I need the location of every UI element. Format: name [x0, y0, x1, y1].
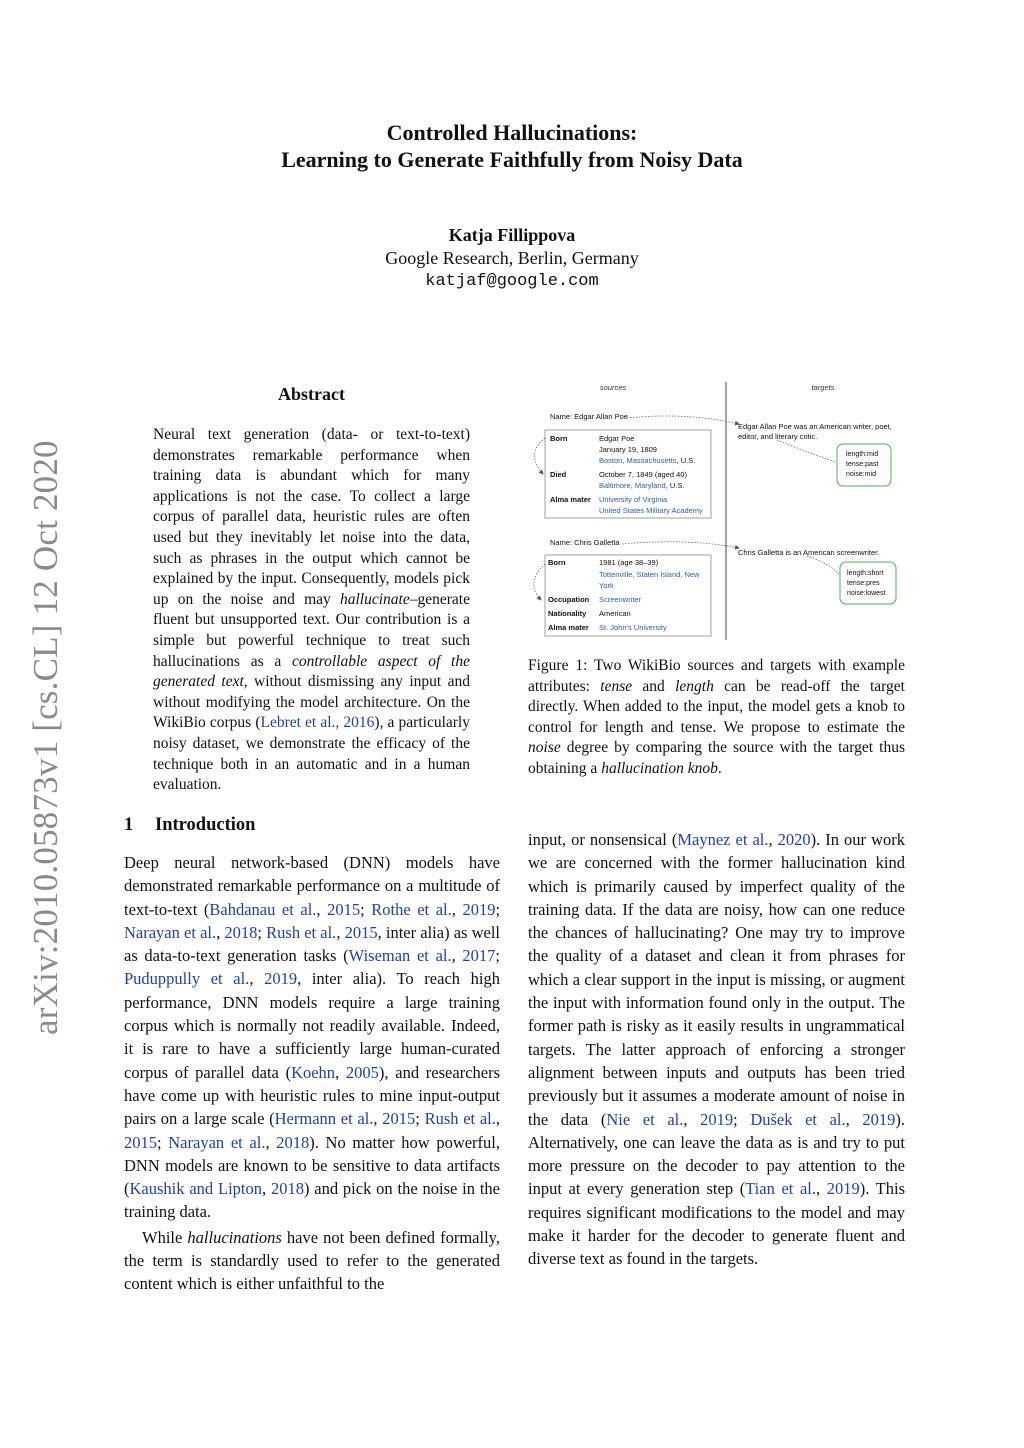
figure-targets-label: targets: [811, 383, 835, 392]
body-text: ,: [451, 946, 463, 966]
author-email[interactable]: katjaf@google.com: [425, 272, 599, 291]
citation-link[interactable]: 2018: [224, 922, 258, 942]
citation-link[interactable]: 2018: [270, 1179, 304, 1199]
body-emphasis: hallucinations: [187, 1227, 282, 1247]
ex2-target-line: Chris Galletta is an American screenwriter.: [738, 548, 880, 557]
body-text: ,: [249, 969, 265, 989]
citation-link[interactable]: 2019: [700, 1109, 734, 1129]
citation-link[interactable]: Wiseman et al.: [348, 946, 452, 966]
body-text: ,: [265, 1132, 277, 1152]
ex2-occupation-label: Occupation: [548, 595, 590, 604]
citation-link[interactable]: 2015: [344, 922, 378, 942]
ex1-alma-link[interactable]: University of Virginia: [599, 495, 668, 504]
body-text: ,: [845, 1109, 863, 1129]
ex1-born-line: [599, 456, 695, 465]
ex1-born-link[interactable]: Boston, Massachusetts: [599, 456, 677, 465]
body-text: Deep neural network-based (DNN) models have demonstrated remarkable performance on a multitude of text-to-text (: [124, 853, 500, 919]
ex1-died-line: [599, 481, 684, 490]
body-text: ,: [261, 1179, 271, 1199]
body-text: ,: [216, 922, 225, 942]
ex2-born-occupation-arrow: [534, 564, 545, 600]
ex2-born-link[interactable]: York: [599, 581, 614, 590]
section-title: Introduction: [155, 815, 256, 835]
citation-link[interactable]: 2019: [826, 1179, 860, 1199]
ex2-target-arrow: [807, 556, 839, 574]
ex1-born-rest: , U.S.: [676, 456, 696, 465]
ex2-attr: noise:lowest: [847, 590, 886, 597]
body-text: , inter alia). To reach high performance, DNN models require a large training corpus which is normally not readily available. Indeed, it is rare to have a sufficiently large human-curated corpus of parallel data (: [124, 969, 500, 1082]
abstract-text: , without dismissing any input and without modifying the model architecture. On the WikiBio corpus (: [153, 673, 470, 732]
citation-link[interactable]: Nie et al.: [606, 1109, 684, 1129]
citation-link[interactable]: 2017: [462, 946, 496, 966]
citation-link[interactable]: Narayan et al.: [124, 922, 217, 942]
ex2-born-label: Born: [548, 558, 566, 567]
author-affiliation: Google Research, Berlin, Germany: [385, 248, 639, 268]
body-text: ). In our work we are concerned with the former hallucination kind which is primarily caused by imperfect quality of the training data. If the data are noisy, how can one reduce the chances of hallucinating? One may try to improve the quality of a dataset and clean it from phrases for which a clear support in the input is missing, or augment the input with information found only in the output. The former path is risky as it easily results in ungrammatical targets. The latter approach of enforcing a stronger alignment between inputs and outputs has been tried previously but it assumes a moderate amount of noise in the data (: [528, 830, 905, 1129]
body-text: ;: [733, 1109, 751, 1129]
figure-1-caption: [528, 656, 905, 780]
ex2-name-arrow: [622, 542, 739, 548]
abstract-text: ), a particularly noisy dataset, we demonstrate the efficacy of the technique both in an automatic and in a human evaluation.: [153, 714, 470, 794]
ex2-born-link[interactable]: Tottenville, Staten Island, New: [599, 570, 700, 579]
ex2-attr: tense:pres: [847, 580, 880, 587]
ex1-died-label: Died: [550, 470, 567, 479]
ex1-attr: length:mid: [846, 451, 879, 458]
citation-link[interactable]: Lebret et al., 2016: [260, 714, 375, 732]
author-name: Katja Fillippova: [448, 225, 576, 245]
citation-link[interactable]: 2005: [345, 1062, 379, 1082]
body-text: ;: [257, 922, 267, 942]
ex1-born-line: Edgar Poe: [599, 434, 635, 443]
caption-text: Figure 1: Two WikiBio sources and targets with example attributes:: [528, 657, 905, 695]
ex2-nationality-value: American: [599, 609, 631, 618]
citation-link[interactable]: Hermann et al.: [274, 1109, 374, 1129]
body-text: ,: [683, 1109, 701, 1129]
citation-link[interactable]: Maynez et al.: [677, 830, 769, 849]
introduction-body: [124, 851, 500, 1296]
citation-link[interactable]: Rush et al.: [266, 922, 337, 942]
body-text: ,: [336, 922, 345, 942]
body-text: ;: [157, 1132, 169, 1152]
citation-link[interactable]: 2018: [276, 1132, 310, 1152]
caption-emphasis: tense: [600, 677, 633, 695]
ex2-occupation-link[interactable]: Screenwriter: [599, 595, 642, 604]
paragraph: [124, 851, 500, 1224]
figure-sources-label: sources: [599, 383, 627, 392]
citation-link[interactable]: Koehn: [291, 1062, 336, 1082]
citation-link[interactable]: 2019: [462, 899, 496, 919]
body-text: ,: [451, 899, 463, 919]
body-text: have not been defined formally, the term is standardly used to refer to the generated content which is either unfaithful to the: [124, 1227, 500, 1294]
body-text: ,: [335, 1062, 346, 1082]
ex1-target-line: editor, and literary critic.: [738, 432, 818, 441]
introduction-body-continued: [528, 828, 905, 1271]
ex1-died-sep: ,: [630, 481, 635, 490]
body-text: ,: [768, 830, 778, 849]
abstract-text: –generate fluent but unsupported text. Our contribution is a simple but powerful technique to treat such hallucinations as a: [153, 590, 470, 670]
abstract-emphasis: hallucinate: [340, 590, 410, 608]
ex1-target-line: Edgar Allan Poe was an American writer, poet,: [738, 422, 892, 431]
abstract-text: Neural text generation (data- or text-to-text) demonstrates remarkable performance when training data is abundant which for many applications is not the case. To collect a large corpus of parallel data, heuristic rules are often used but they inevitably let noise into the data, such as phrases in the output which cannot be explained by the input. Consequently, models pick up on the noise and may: [153, 426, 470, 608]
body-text: While: [142, 1227, 188, 1247]
figure-1-diagram: [527, 378, 907, 640]
abstract-body: [153, 425, 470, 796]
ex1-died-line: October 7, 1849 (aged 40): [599, 470, 687, 479]
citation-link[interactable]: Rothe et al.: [371, 899, 452, 919]
ex1-born-died-arrow: [534, 438, 545, 474]
ex1-alma-link[interactable]: United States Military Academy: [599, 506, 703, 515]
citation-link[interactable]: Tian et al.: [745, 1179, 816, 1199]
citation-link[interactable]: Bahdanau et al.: [209, 899, 317, 919]
body-text: input, or nonsensical (: [528, 830, 678, 849]
citation-link[interactable]: Rush et al.: [424, 1109, 496, 1129]
ex1-alma-label: Alma mater: [550, 495, 591, 504]
body-text: ). This requires significant modifications to the model and may make it harder for the decoder to generate fluent and diverse text as found in the targets.: [528, 1179, 905, 1269]
body-text: ,: [373, 1109, 383, 1129]
citation-link[interactable]: 2019: [862, 1109, 896, 1129]
caption-emphasis: hallucination knob: [601, 759, 718, 777]
caption-text: can be read-off the target directly. When added to the input, the model gets a knob to control for length and tense. We propose to estimate the: [528, 677, 905, 736]
ex1-attr: noise:mid: [846, 471, 876, 478]
caption-text: .: [717, 759, 722, 777]
citation-link[interactable]: 2015: [327, 899, 361, 919]
ex2-nationality-label: Nationality: [548, 609, 587, 618]
ex1-target-arrow: [777, 440, 835, 462]
ex1-born-label: Born: [550, 434, 568, 443]
body-text: ). Alternatively, one can leave the data as is and try to put more pressure on the decoder to pay attention to the input at every generation step (: [528, 1109, 906, 1199]
citation-link[interactable]: Puduppully et al.: [124, 969, 250, 989]
arxiv-stamp: arXiv:2010.05873v1 [cs.CL] 12 Oct 2020: [26, 440, 65, 1035]
paper-title-line-1: Controlled Hallucinations:: [386, 120, 638, 145]
ex2-attr: length:short: [847, 570, 884, 577]
ex1-name: Name: Edgar Allan Poe: [550, 412, 628, 421]
ex1-died-link[interactable]: Maryland: [634, 481, 666, 490]
citation-link[interactable]: 2015: [124, 1132, 157, 1152]
caption-text: and: [632, 677, 676, 695]
ex1-attr: tense:past: [846, 461, 879, 468]
ex1-name-arrow: [627, 416, 739, 424]
citation-link[interactable]: 2019: [264, 969, 298, 989]
caption-emphasis: length: [675, 677, 714, 695]
citation-link[interactable]: Dušek et al.: [750, 1109, 846, 1129]
ex1-died-rest: , U.S.: [665, 481, 685, 490]
ex2-name: Name: Chris Galletta: [550, 538, 620, 547]
citation-link[interactable]: 2015: [382, 1109, 416, 1129]
abstract-emphasis: controllable aspect of the generated text: [153, 652, 470, 691]
section-heading-introduction: [124, 815, 255, 836]
ex2-alma-label: Alma mater: [548, 623, 589, 632]
body-text: ), and researchers have come up with heuristic rules to mine input-output pairs on a large scale (: [124, 1062, 501, 1129]
body-text: ,: [495, 1109, 501, 1129]
body-text: ;: [495, 946, 501, 966]
body-text: ;: [360, 899, 372, 919]
citation-link[interactable]: 2020: [777, 830, 811, 849]
body-text: ). No matter how powerful, DNN models are known to be sensitive to data artifacts (: [124, 1132, 501, 1199]
body-text: , inter alia) as well as data-to-text generation tasks (: [124, 922, 501, 966]
ex1-died-link[interactable]: Baltimore: [599, 481, 631, 490]
paragraph: [124, 1226, 500, 1296]
ex1-born-line: January 19, 1809: [599, 445, 657, 454]
section-number: 1: [124, 815, 134, 835]
caption-emphasis: noise: [528, 739, 561, 757]
citation-link[interactable]: Kaushik and Lipton: [129, 1179, 262, 1199]
body-text: ,: [316, 899, 328, 919]
body-text: ,: [816, 1179, 827, 1199]
paper-title-line-2: Learning to Generate Faithfully from Noisy Data: [281, 147, 743, 172]
abstract-heading: Abstract: [278, 384, 345, 404]
caption-text: degree by comparing the source with the target thus obtaining a: [528, 739, 905, 777]
body-text: ;: [495, 899, 501, 919]
body-text: ;: [415, 1109, 425, 1129]
ex2-born-line: 1981 (age 38–39): [599, 558, 659, 567]
ex2-alma-link[interactable]: St. John's University: [599, 623, 667, 632]
body-text: ) and pick on the noise in the training data.: [124, 1179, 500, 1222]
citation-link[interactable]: Narayan et al.: [168, 1132, 266, 1152]
